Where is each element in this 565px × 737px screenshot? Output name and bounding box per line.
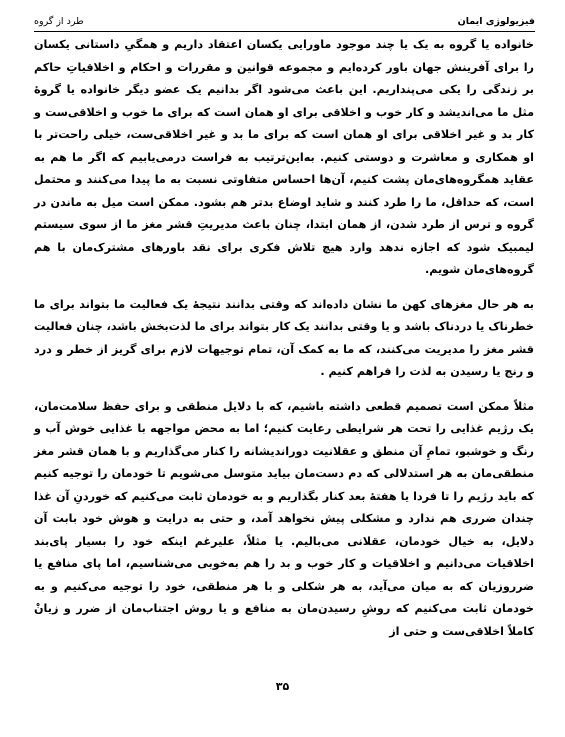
chapter-title: طرد از گروه	[34, 16, 84, 27]
paragraph-1: خانواده یا گروه به یک یا چند موجود ماورایی یکسان اعتقاد داریم و همگیِ داستانی یکسان را برای آفرینش جهان باور کرده‌ایم و مجموعه قوانین و مقررات و احکام و اخلاقیاتِ حاکم بر زندگی را یکی می‌پنداریم. این باعث می‌شود اگر بدانیم یک عضو دیگر خانواده یا گروهٔ مثل ما می‌اندیشد و کار خوب و اخلاقی برای او همان است که برای ما خوب و اخلاقی‌ست و کار بد و غیر اخلاقی برای او همان است که برای ما بد و غیر اخلاقی‌ست، خیلی راحت‌تر با او همکاری و معاشرت و دوستی کنیم. به‌این‌ترتیب به فراست درمی‌یابیم که اگر ما هم به عقاید همگروه‌های‌مان پشت کنیم، آن‌ها احساس متفاوتی نسبت به ما پیدا می‌کنند و محتمل است، که حداقل، ما را طرد کنند و شاید اوضاع بدتر هم بشود. ممکن است میل به ماندن در گروه و ترس از طرد شدن، از همان ابتدا، چنان باعث مدیریتِ قشر مغز ما از سوی سیستم لیمبیک شود که اجازه ندهد وارد هیچ تلاش فکری برای نقد باورهای مشترک‌مان با هم گروه‌های‌مان شویم.	[34, 38, 534, 276]
book-title: فیزیولوژی ایمان	[457, 16, 535, 27]
page-number: ۳۵	[275, 680, 290, 693]
header-divider	[34, 31, 535, 32]
paragraph-2: به هر حال مغزهای کهن ما نشان داده‌اند که وقتی بدانند نتیجهٔ یک فعالیت ما بتواند برای ما خطرناک یا دردناک باشد و یا وقتی بدانند یک کار بتواند برای ما لذت‌بخش باشد، چنان فعالیت قشر مغز را مدیریت می‌کنند، که ما به کمک آن، تمام توجیهات لازم برای گریز از خطر و درد و رنج یا رسیدن به لذت را فراهم کنیم .	[34, 297, 534, 378]
paragraph-3: مثلاً ممکن است تصمیم قطعی داشته باشیم، که با دلایل منطقی و برای حفظ سلامت‌مان، یک رژیم غذایی را تحت هر شرایطی رعایت کنیم؛ اما به محض مواجهه با غذایی خوش آب و رنگ و خوشبو، تمامِ آن منطق و عقلانیت دوراندیشانه را کنار می‌گذاریم و با همان قشر مغز منطقی‌مان به هر استدلالی که دم دست‌مان بیاید متوسل می‌شویم تا خودمان را توجیه کنیم که باید رژیم را تا فردا یا هفتهٔ بعد کنار بگذاریم و به خودمان ثابت می‌کنیم که خوردنِ آن غذا چندان ضرری هم ندارد و مشکلی پیش نخواهد آمد، و حتی به درایت و هوش خود بابت آن دلایل، به خیال خودمان، عقلانی می‌بالیم. یا مثلاً، علیرغم اینکه خود را بسیار پای‌بند اخلاقیات می‌دانیم و اخلاقیات و کار خوب و بد را هم به‌خوبی می‌شناسیم، اما پای منافع یا ضرروزیان که به میان می‌آید، به هر شکلی و با هر منطقی، خود را توجیه می‌کنیم و به خودمان ثابت می‌کنیم که روشِ رسیدن‌مان به منافع و یا روش اجتناب‌مان از ضرر و زیانْ کاملاً اخلاقی‌ست و حتی از	[34, 399, 534, 638]
body-text	[34, 34, 534, 643]
page-header	[34, 14, 535, 30]
